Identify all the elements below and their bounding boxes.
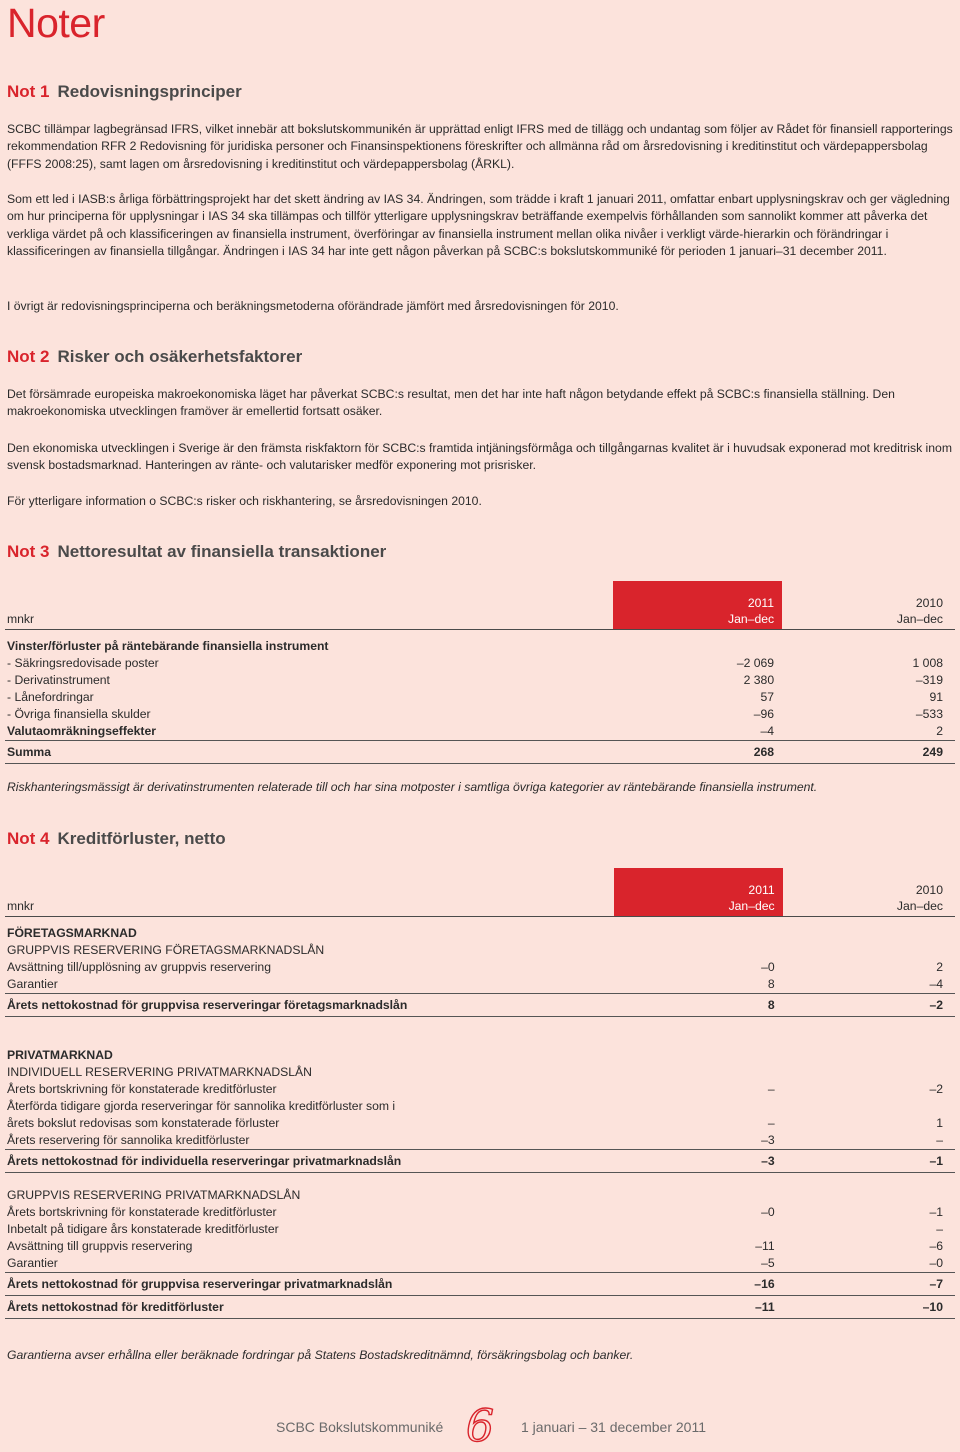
table-row bbox=[5, 723, 955, 741]
value-2010: –4 bbox=[929, 977, 943, 991]
value-2010: 91 bbox=[929, 690, 943, 704]
value-2011: –0 bbox=[761, 960, 775, 974]
col-2010-header bbox=[783, 868, 955, 917]
value-2011: 8 bbox=[767, 977, 775, 991]
value-2011: 268 bbox=[613, 741, 782, 764]
row-label: - Lånefordringar bbox=[7, 690, 94, 704]
subtotal-row bbox=[5, 1273, 955, 1296]
note4-heading bbox=[7, 829, 226, 849]
value-2011: –16 bbox=[614, 1273, 782, 1296]
col-2011-period: Jan–dec bbox=[728, 612, 775, 626]
note3-table bbox=[5, 581, 955, 764]
sum-row bbox=[5, 741, 955, 764]
note4-footnote: Garantierna avser erhållna eller beräknade fordringar på Statens Bostadskreditnämnd, försäkringsbolag och banker. bbox=[7, 1348, 634, 1362]
value-2010: 2 bbox=[936, 960, 943, 974]
section-title: PRIVATMARKNAD bbox=[7, 1048, 113, 1062]
value-2011: –96 bbox=[753, 707, 775, 721]
row-label: - Derivatinstrument bbox=[7, 673, 110, 687]
value-2010: – bbox=[936, 1133, 943, 1147]
value-2011: – bbox=[767, 1116, 775, 1130]
value-2011: –3 bbox=[614, 1150, 782, 1173]
col-2010-period: Jan–dec bbox=[896, 899, 943, 913]
table-row bbox=[5, 976, 955, 994]
table-row bbox=[5, 1255, 955, 1273]
value-2011 bbox=[614, 1221, 782, 1238]
footer-publication: SCBC Bokslutskommuniké bbox=[276, 1419, 444, 1435]
note4-title: Kreditförluster, netto bbox=[57, 829, 226, 848]
table-row bbox=[5, 1238, 955, 1255]
row-label: Årets nettokostnad för gruppvisa reserveringar företagsmarknadslån bbox=[5, 994, 614, 1017]
note2-heading bbox=[7, 347, 302, 367]
section-subtitle: GRUPPVIS RESERVERING PRIVATMARKNADSLÅN bbox=[7, 1188, 301, 1202]
row-label: Årets nettokostnad för kreditförluster bbox=[5, 1296, 614, 1319]
note3-number: Not 3 bbox=[7, 542, 50, 561]
note2-paragraph-3: För ytterligare information o SCBC:s risker och riskhantering, se årsredovisningen 2010. bbox=[7, 494, 482, 508]
value-2011: 2 380 bbox=[743, 673, 775, 687]
value-2010: –1 bbox=[783, 1150, 955, 1173]
table-row bbox=[5, 1187, 955, 1204]
value-2011: –5 bbox=[761, 1256, 775, 1270]
section-subtitle: INDIVIDUELL RESERVERING PRIVATMARKNADSLÅN bbox=[7, 1065, 312, 1079]
value-2010: –319 bbox=[915, 673, 943, 687]
table-row bbox=[5, 672, 955, 689]
value-2010: –7 bbox=[783, 1273, 955, 1296]
table-row bbox=[5, 706, 955, 723]
section-subtitle: GRUPPVIS RESERVERING FÖRETAGSMARKNADSLÅN bbox=[7, 943, 325, 957]
note2-number: Not 2 bbox=[7, 347, 50, 366]
value-2010 bbox=[783, 1098, 955, 1115]
section-title: Vinster/förluster på räntebärande finansiella instrument bbox=[7, 639, 329, 653]
note1-number: Not 1 bbox=[7, 82, 50, 101]
row-label: Årets bortskrivning för konstaterade kreditförluster bbox=[7, 1082, 277, 1096]
row-label: Årets nettokostnad för individuella reserveringar privatmarknadslån bbox=[5, 1150, 614, 1173]
note1-paragraph-1: SCBC tillämpar lagbegränsad IFRS, vilket innebär att bokslutskommunikén är upprättad enligt IFRS med de tillägg och undantag som följer av Rådet för finansiell rapporterings rekommendation RFR 2 Redovisning för juridiska personer och Finansinspektionens föreskrifter och allmänna råd om årsredovisning i kreditinstitut och värdepappersbolag (FFFS 2008:25), samt lagen om årsredovisning i kreditinstitut och värdepappersbolag (ÅRKL). bbox=[7, 122, 953, 171]
row-label: - Säkringsredovisade poster bbox=[7, 656, 159, 670]
value-2011: –3 bbox=[761, 1133, 775, 1147]
note1-heading bbox=[7, 82, 242, 102]
table-row bbox=[5, 655, 955, 672]
note2-paragraph-2: Den ekonomiska utvecklingen i Sverige är den främsta riskfaktorn för SCBC:s framtida intjäningsförmåga och tillgångarnas kvalitet är i huvudsak exponerad mot kreditrisk inom svensk bostadsmarknad. Hanteringen av ränte- och valutarisker medför exponering mot prisrisker. bbox=[7, 441, 952, 473]
col-2010-year: 2010 bbox=[915, 883, 943, 897]
unit-label: mnkr bbox=[5, 868, 614, 917]
subtotal-row bbox=[5, 1150, 955, 1173]
table-row bbox=[5, 1047, 955, 1064]
row-label: årets bokslut redovisas som konstaterade förluster bbox=[7, 1116, 280, 1130]
row-label: Årets bortskrivning för konstaterade kreditförluster bbox=[7, 1205, 277, 1219]
table-row bbox=[5, 942, 955, 959]
value-2010: 2 bbox=[936, 724, 943, 738]
note3-title: Nettoresultat av finansiella transaktioner bbox=[57, 542, 387, 561]
table-row bbox=[5, 1221, 955, 1238]
row-label: Garantier bbox=[7, 1256, 58, 1270]
col-2010-header bbox=[782, 581, 955, 630]
note3-footnote: Riskhanteringsmässigt är derivatinstrumenten relaterade till och har sina motposter i samtliga övriga kategorier av räntebärande finansiella instrument. bbox=[7, 780, 818, 794]
note3-heading bbox=[7, 542, 386, 562]
value-2010: –1 bbox=[929, 1205, 943, 1219]
table-header-row bbox=[5, 581, 955, 630]
value-2010: 249 bbox=[782, 741, 955, 764]
row-label: Återförda tidigare gjorda reserveringar för sannolika kreditförluster som i bbox=[7, 1099, 396, 1113]
note1-paragraph-3: I övrigt är redovisningsprinciperna och beräkningsmetoderna oförändrade jämfört med årsredovisningen för 2010. bbox=[7, 299, 619, 313]
value-2010: –6 bbox=[929, 1239, 943, 1253]
note1-title: Redovisningsprinciper bbox=[57, 82, 242, 101]
unit-label: mnkr bbox=[5, 581, 613, 630]
row-label: Avsättning till gruppvis reservering bbox=[7, 1239, 193, 1253]
section-title: FÖRETAGSMARKNAD bbox=[7, 926, 137, 940]
value-2010: –2 bbox=[929, 1082, 943, 1096]
value-2010: 1 bbox=[936, 1116, 943, 1130]
value-2011: –11 bbox=[755, 1239, 775, 1253]
value-2011: 8 bbox=[614, 994, 782, 1017]
note2-title: Risker och osäkerhetsfaktorer bbox=[57, 347, 303, 366]
col-2011-header bbox=[614, 868, 782, 917]
page-footer bbox=[0, 1401, 960, 1452]
col-2010-period: Jan–dec bbox=[896, 612, 943, 626]
footer-page-number: 6 bbox=[466, 1401, 494, 1452]
value-2010: – bbox=[936, 1222, 943, 1236]
value-2011: 57 bbox=[760, 690, 775, 704]
table-row bbox=[5, 1098, 955, 1115]
row-label: Årets reservering för sannolika kreditförluster bbox=[7, 1133, 250, 1147]
table-row bbox=[5, 925, 955, 942]
value-2011: –4 bbox=[760, 724, 775, 738]
table-row bbox=[5, 1204, 955, 1221]
value-2010: –10 bbox=[783, 1296, 955, 1319]
grand-total-row bbox=[5, 1296, 955, 1319]
note1-paragraph-2: Som ett led i IASB:s årliga förbättringsprojekt har det skett ändring av IAS 34. Ändringen, som trädde i kraft 1 januari 2011, omfattar enbart upplysningskrav och ger vägledning om hur principerna för upplysningar i IAS 34 ska tillämpas och tillför ytterligare upplysningskrav beträffande exempelvis förhållanden som sannolikt kommer att påverka det verkliga värdet på och klassificeringen av finansiella instrument, överföringar av finansiella instrument mellan olika nivåer i verkligt värde-hierarkin och förändringar i klassificeringen av finansiella tillgångar. Ändringen i IAS 34 har inte gett någon påverkan på SCBC:s bokslutskommuniké för perioden 1 januari–31 december 2011. bbox=[7, 192, 950, 258]
col-2011-period: Jan–dec bbox=[728, 899, 775, 913]
value-2010: –2 bbox=[783, 994, 955, 1017]
col-2011-year: 2011 bbox=[747, 596, 775, 610]
note2-paragraph-1: Det försämrade europeiska makroekonomiska läget har påverkat SCBC:s resultat, men det har inte haft någon betydande effekt på SCBC:s finansiella ställning. Den makroekonomiska utvecklingen framöver är emellertid fortsatt osäker. bbox=[7, 387, 895, 419]
note4-number: Not 4 bbox=[7, 829, 50, 848]
value-2011: –11 bbox=[614, 1296, 782, 1319]
value-2011: –2 069 bbox=[736, 656, 775, 670]
table-row bbox=[5, 1115, 955, 1132]
table-row bbox=[5, 689, 955, 706]
table-row bbox=[5, 1064, 955, 1081]
page-title: Noter bbox=[7, 0, 105, 46]
col-2010-year: 2010 bbox=[915, 596, 943, 610]
row-label: Årets nettokostnad för gruppvisa reserveringar privatmarknadslån bbox=[5, 1273, 614, 1296]
table-row bbox=[5, 638, 955, 655]
footer-period: 1 januari – 31 december 2011 bbox=[521, 1419, 706, 1435]
value-2011: –0 bbox=[761, 1205, 775, 1219]
table-row bbox=[5, 1132, 955, 1150]
table-row bbox=[5, 1081, 955, 1098]
row-label: Avsättning till/upplösning av gruppvis reservering bbox=[7, 960, 271, 974]
col-2011-header bbox=[613, 581, 782, 630]
row-label: Garantier bbox=[7, 977, 58, 991]
value-2011 bbox=[614, 1098, 782, 1115]
row-label: - Övriga finansiella skulder bbox=[7, 707, 151, 721]
col-2011-year: 2011 bbox=[748, 883, 775, 897]
row-label: Valutaomräkningseffekter bbox=[7, 724, 157, 738]
row-label: Summa bbox=[5, 741, 613, 764]
value-2011: – bbox=[767, 1082, 775, 1096]
value-2010: 1 008 bbox=[912, 656, 943, 670]
value-2010: –0 bbox=[929, 1256, 943, 1270]
subtotal-row bbox=[5, 994, 955, 1017]
row-label: Inbetalt på tidigare års konstaterade kreditförluster bbox=[7, 1222, 279, 1236]
table-header-row bbox=[5, 868, 955, 917]
table-row bbox=[5, 959, 955, 976]
note4-table bbox=[5, 868, 955, 1319]
value-2010: –533 bbox=[915, 707, 943, 721]
